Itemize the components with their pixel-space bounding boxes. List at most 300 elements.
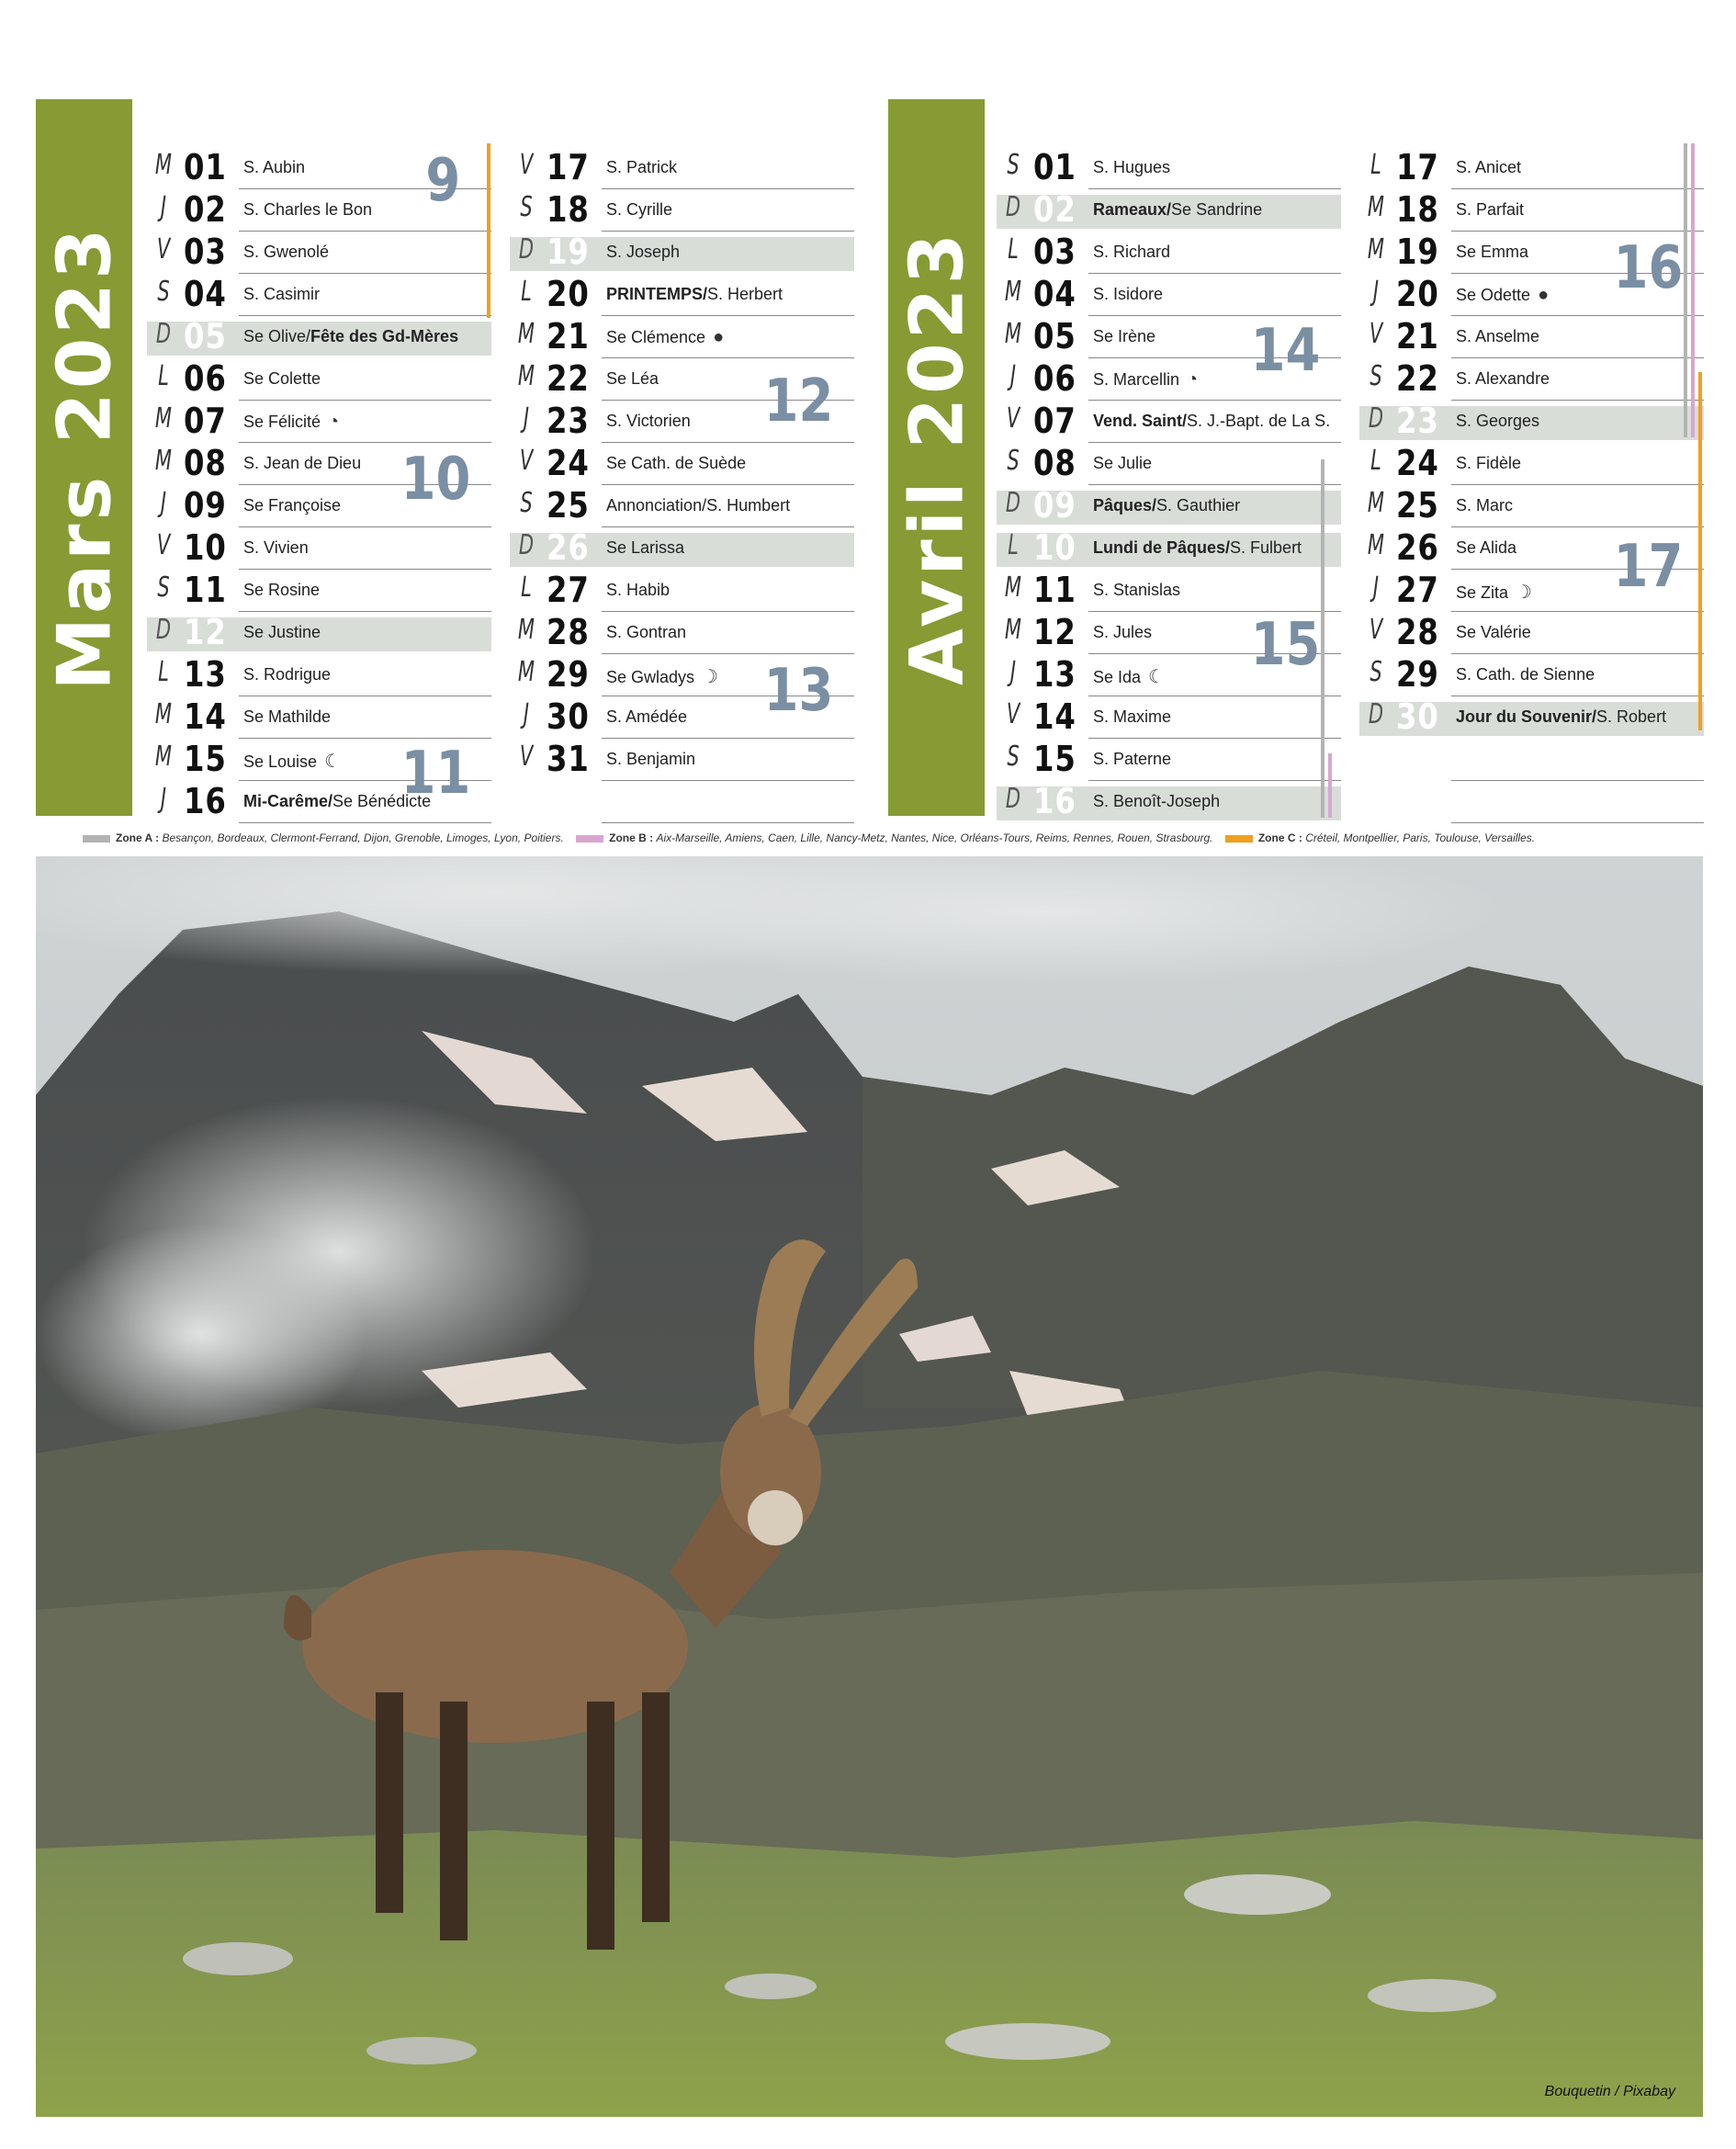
day-letter: S [1370, 656, 1382, 688]
saint-text: S. Fulbert [1230, 538, 1302, 557]
day-letter: S [520, 487, 533, 519]
zone-a-bar [1321, 459, 1325, 818]
day-row [1359, 654, 1704, 696]
day-number: 12 [184, 612, 227, 652]
day-number: 13 [1033, 654, 1077, 695]
week-number: 14 [1250, 317, 1321, 385]
saint-text: S. Patrick [606, 158, 678, 176]
saint-name [243, 327, 458, 346]
row-divider [602, 822, 854, 823]
holiday-name: Lundi de Pâques/ [1093, 538, 1231, 557]
day-row [147, 232, 491, 274]
day-row [1359, 147, 1704, 189]
saint-name [1456, 707, 1666, 727]
moon-phase-icon: ◔ [328, 412, 340, 432]
saint-name [1456, 200, 1524, 220]
day-row [1359, 781, 1704, 823]
day-letter: S [1007, 149, 1020, 181]
day-row [1359, 696, 1704, 739]
week-number: 13 [763, 657, 834, 725]
day-letter: M [154, 741, 173, 773]
holiday-name: PRINTEMPS/ [606, 285, 708, 303]
saint-text: S. Maxime [1093, 707, 1172, 726]
day-number: 19 [1396, 232, 1439, 272]
day-row [147, 654, 491, 696]
saint-text: S. Habib [606, 581, 671, 599]
saint-text: S. Marc [1456, 496, 1514, 515]
week-number: 11 [400, 740, 471, 808]
day-row [1359, 189, 1704, 232]
month-title: Avril 2023 [894, 229, 979, 686]
zone-b-swatch [576, 835, 603, 843]
saint-name [606, 750, 695, 769]
day-number: 08 [184, 443, 227, 483]
day-letter: V [1369, 614, 1383, 646]
day-number: 17 [547, 147, 590, 187]
zone-b-text: Aix-Marseille, Amiens, Caen, Lille, Nancy-Metz, Nantes, Nice, Orléans-Tours, Reims, Rennes, Rouen, Strasbourg. [656, 831, 1213, 844]
day-number: 30 [547, 696, 590, 737]
day-row [147, 696, 491, 739]
zone-a-label: Zone A : [116, 831, 160, 844]
landscape-illustration [36, 856, 1703, 2117]
day-number: 02 [184, 189, 227, 230]
day-letter: J [160, 191, 167, 223]
saint-text: Se Gwladys [606, 668, 695, 686]
day-row [997, 781, 1341, 823]
day-row [997, 443, 1341, 485]
day-number: 26 [547, 527, 590, 568]
day-number: 16 [184, 781, 227, 821]
zone-c-text: Créteil, Montpellier, Paris, Toulouse, Versailles. [1305, 831, 1536, 844]
saint-name [243, 538, 309, 558]
day-row [147, 401, 491, 443]
saint-text: Se Rosine [243, 581, 321, 599]
day-number: 29 [547, 654, 590, 695]
day-letter: J [1372, 276, 1380, 308]
saint-text: S. Charles le Bon [243, 200, 373, 219]
day-number: 21 [547, 316, 590, 356]
saint-name [1456, 327, 1539, 346]
day-letter: M [1004, 571, 1022, 604]
zone-b-label: Zone B : [609, 831, 654, 844]
day-row [997, 527, 1341, 570]
day-letter: D [155, 318, 172, 350]
holiday-name: Jour du Souvenir/ [1456, 707, 1597, 726]
day-letter: L [1370, 445, 1381, 477]
zone-c-bar [487, 143, 490, 318]
saint-text: S. Parfait [1456, 200, 1525, 219]
day-number: 08 [1033, 443, 1077, 483]
day-letter: M [1004, 614, 1022, 646]
day-letter: L [158, 656, 169, 688]
zone-b-bar [1328, 753, 1332, 818]
day-letter: V [156, 233, 171, 266]
day-number: 22 [547, 358, 590, 399]
saint-text: S. Benoît-Joseph [1093, 792, 1221, 810]
saint-text: S. Anicet [1456, 158, 1522, 176]
day-row [510, 232, 854, 274]
saint-text: Se Alida [1456, 538, 1517, 557]
day-row [147, 316, 491, 358]
week-number: 10 [400, 446, 471, 514]
day-row [997, 570, 1341, 612]
month-banner-mars [36, 99, 132, 816]
saint-name [243, 623, 321, 642]
moon-phase-icon: ☾ [1148, 667, 1165, 687]
day-number: 11 [1033, 570, 1077, 610]
week-number: 15 [1250, 611, 1321, 679]
day-number: 05 [1033, 316, 1077, 356]
saint-text: S. Victorien [606, 412, 691, 430]
saint-name [1093, 665, 1165, 688]
day-letter: M [517, 656, 535, 688]
saint-text: S. Anselme [1456, 327, 1540, 345]
day-number: 24 [1396, 443, 1439, 483]
day-letter: M [1367, 233, 1385, 266]
saint-text: S. Gontran [606, 623, 687, 641]
day-letter: V [1369, 318, 1383, 350]
saint-name [1456, 496, 1513, 515]
day-row [1359, 401, 1704, 443]
saint-text: S. J.-Bapt. de La S. [1187, 412, 1331, 430]
holiday-name: Fête des Gd-Mères [310, 327, 459, 345]
day-number: 31 [547, 739, 590, 779]
saint-text: Se Mathilde [243, 707, 332, 726]
saint-text: S. Georges [1456, 412, 1540, 430]
saint-name [606, 496, 790, 515]
day-letter: J [160, 783, 167, 815]
saint-text: S. Robert [1596, 707, 1667, 726]
saint-name [1456, 538, 1516, 558]
day-number: 09 [184, 485, 227, 526]
day-number: 15 [184, 739, 227, 779]
day-letter: M [1367, 487, 1385, 519]
day-number: 10 [1033, 527, 1077, 568]
saint-text: S. Gauthier [1156, 496, 1241, 515]
day-number: 04 [1033, 274, 1077, 314]
day-number: 27 [1396, 570, 1439, 610]
day-row [510, 781, 854, 823]
day-row [510, 316, 854, 358]
day-letter: J [1009, 656, 1017, 688]
saint-text: S. Aubin [243, 158, 306, 176]
saint-text: Se Félicité [243, 413, 321, 431]
saint-text: Se Léa [606, 369, 659, 388]
holiday-name: Vend. Saint/ [1093, 412, 1188, 430]
moon-phase-icon: ☽ [702, 667, 718, 687]
day-letter: S [157, 276, 170, 308]
saint-text: Se Irène [1093, 327, 1156, 345]
saint-name [606, 327, 724, 348]
day-number: 07 [1033, 401, 1077, 441]
saint-text: Se Colette [243, 369, 321, 388]
saint-name [1456, 623, 1531, 642]
holiday-name: Pâques/ [1093, 496, 1157, 515]
day-letter: M [517, 360, 535, 392]
saint-name [606, 454, 746, 473]
day-row [1359, 485, 1704, 527]
saint-text: S. Cath. de Sienne [1456, 665, 1595, 684]
saint-text: S. Isidore [1093, 285, 1164, 303]
day-letter: S [157, 571, 170, 604]
week-number: 12 [763, 368, 834, 435]
day-letter: D [1005, 191, 1021, 223]
saint-name [606, 412, 691, 431]
zone-a-bar [1684, 143, 1687, 437]
saint-name [1093, 200, 1262, 220]
saint-name [1456, 581, 1532, 604]
saint-name [243, 454, 361, 473]
saint-name [1456, 369, 1550, 389]
day-number: 05 [184, 316, 227, 356]
saint-text: Se Zita [1456, 583, 1509, 602]
day-letter: D [518, 529, 535, 561]
saint-text: Se Justine [243, 623, 321, 641]
day-row [1359, 612, 1704, 654]
saint-name [243, 243, 329, 262]
saint-text: S. Cyrille [606, 200, 673, 219]
saint-name [606, 369, 659, 389]
day-number: 20 [547, 274, 590, 314]
day-row [997, 739, 1341, 781]
day-row [510, 485, 854, 527]
saint-name [1456, 665, 1595, 684]
zone-c-swatch [1225, 835, 1253, 843]
saint-text: S. Joseph [606, 243, 681, 261]
day-letter: M [1004, 276, 1022, 308]
saint-text: Se Louise [243, 752, 318, 771]
day-letter: J [523, 698, 530, 730]
saint-text: Se Cath. de Suède [606, 454, 747, 472]
day-letter: S [1007, 741, 1020, 773]
day-number: 14 [1033, 696, 1077, 737]
day-row [510, 443, 854, 485]
day-number: 22 [1396, 358, 1439, 399]
day-row [147, 527, 491, 570]
day-letter: V [519, 149, 534, 181]
saint-name [606, 581, 670, 600]
day-letter: L [521, 276, 532, 308]
saint-name [606, 538, 684, 558]
saint-text: S. Vivien [243, 538, 309, 557]
day-letter: D [1005, 487, 1021, 519]
day-number: 07 [184, 401, 227, 441]
day-number: 02 [1033, 189, 1077, 230]
saint-text: S. Alexandre [1456, 369, 1550, 388]
day-letter: L [1008, 529, 1019, 561]
saint-text: Se Julie [1093, 454, 1153, 472]
day-row [147, 570, 491, 612]
day-row [997, 696, 1341, 739]
day-row [1359, 739, 1704, 781]
day-number: 15 [1033, 739, 1077, 779]
day-letter: D [1005, 783, 1021, 815]
day-number: 03 [1033, 232, 1077, 272]
day-letter: J [160, 487, 167, 519]
day-letter: L [521, 571, 532, 604]
moon-phase-icon: ● [713, 327, 725, 347]
day-number: 06 [184, 358, 227, 399]
month-banner-avril [888, 99, 985, 816]
saint-name [606, 623, 686, 642]
day-letter: M [154, 445, 173, 477]
day-number: 06 [1033, 358, 1077, 399]
saint-text: S. Fidèle [1456, 454, 1522, 472]
saint-name [243, 285, 320, 304]
ibex-mountain-photo [36, 856, 1703, 2117]
saint-name [1093, 369, 1198, 390]
day-row [510, 147, 854, 189]
day-row [147, 612, 491, 654]
day-number: 23 [1396, 401, 1439, 441]
day-number: 27 [547, 570, 590, 610]
saint-name [1093, 243, 1170, 262]
saint-name [1093, 750, 1171, 769]
day-number: 28 [547, 612, 590, 652]
day-letter: L [158, 360, 169, 392]
day-letter: M [1367, 529, 1385, 561]
day-number: 26 [1396, 527, 1439, 568]
saint-text: Se Bénédicte [333, 792, 432, 810]
day-number: 12 [1033, 612, 1077, 652]
day-column-avril-1 [997, 147, 1341, 823]
month-title: Mars 2023 [41, 224, 127, 691]
day-row [997, 485, 1341, 527]
saint-name [1093, 792, 1220, 811]
saint-name [243, 200, 372, 220]
day-number: 14 [184, 696, 227, 737]
saint-text: S. Hugues [1093, 158, 1171, 176]
moon-phase-icon: ◔ [1187, 369, 1199, 390]
zone-c-label: Zone C : [1257, 831, 1302, 844]
saint-text: S. Amédée [606, 707, 688, 726]
day-letter: S [1370, 360, 1382, 392]
moon-phase-icon: ☾ [324, 752, 341, 772]
day-letter: M [1004, 318, 1022, 350]
day-row [510, 612, 854, 654]
saint-text: Se Olive/ [243, 327, 311, 345]
zone-b-bar [1691, 143, 1695, 437]
moon-phase-icon: ● [1538, 285, 1550, 305]
day-letter: D [155, 614, 172, 646]
day-number: 03 [184, 232, 227, 272]
day-number: 11 [184, 570, 227, 610]
day-number: 01 [184, 147, 227, 187]
saint-name [243, 158, 305, 177]
saint-text: S. Benjamin [606, 750, 696, 768]
day-letter: V [1006, 402, 1020, 435]
saint-text: S. Richard [1093, 243, 1171, 261]
day-number: 17 [1396, 147, 1439, 187]
saint-text: Se Emma [1456, 243, 1529, 261]
day-letter: M [517, 318, 535, 350]
day-number: 23 [547, 401, 590, 441]
day-letter: V [1006, 698, 1020, 730]
saint-text: Se Clémence [606, 328, 706, 346]
zone-a-text: Besançon, Bordeaux, Clermont-Ferrand, Dijon, Grenoble, Limoges, Lyon, Poitiers. [162, 831, 564, 844]
zone-a-swatch [83, 835, 110, 843]
zone-legend [83, 831, 1544, 850]
row-divider [239, 822, 491, 823]
saint-name [606, 200, 672, 220]
saint-text: S. Paterne [1093, 750, 1172, 768]
day-letter: M [154, 698, 173, 730]
day-letter: S [1007, 445, 1020, 477]
saint-text: Se Valérie [1456, 623, 1531, 641]
week-number: 9 [425, 147, 461, 215]
day-row [997, 274, 1341, 316]
day-letter: D [1368, 402, 1384, 435]
holiday-name: Mi-Carême/ [243, 792, 333, 810]
day-number: 29 [1396, 654, 1439, 695]
day-letter: M [154, 149, 173, 181]
day-row [147, 358, 491, 401]
saint-name [606, 707, 687, 727]
saint-text: S. Stanislas [1093, 581, 1181, 599]
saint-name [606, 665, 718, 688]
day-number: 10 [184, 527, 227, 568]
day-number: 01 [1033, 147, 1077, 187]
saint-text: Se Odette [1456, 286, 1531, 304]
saint-text: S. Jules [1093, 623, 1153, 641]
saint-name [1456, 412, 1539, 431]
saint-name [243, 750, 341, 773]
week-number: 17 [1613, 533, 1684, 601]
saint-name [1093, 285, 1163, 304]
day-row [510, 189, 854, 232]
day-letter: J [523, 402, 530, 435]
saint-name [1093, 581, 1180, 600]
saint-name [1456, 158, 1521, 177]
day-number: 20 [1396, 274, 1439, 314]
saint-name [1456, 285, 1549, 306]
day-letter: L [1008, 233, 1019, 266]
day-number: 04 [184, 274, 227, 314]
saint-text: Se Ida [1093, 668, 1142, 686]
saint-name [606, 243, 680, 262]
day-number: 24 [547, 443, 590, 483]
day-number: 30 [1396, 696, 1439, 737]
row-divider [1451, 822, 1704, 823]
day-letter: D [1368, 698, 1384, 730]
day-row [997, 401, 1341, 443]
saint-name [1093, 707, 1171, 727]
day-number: 25 [1396, 485, 1439, 526]
day-row [1359, 358, 1704, 401]
saint-name [243, 496, 341, 515]
saint-name [1093, 454, 1152, 473]
saint-name [606, 158, 677, 177]
saint-text: Se Larissa [606, 538, 685, 557]
saint-text: Annonciation/S. Humbert [606, 496, 791, 515]
saint-name [606, 285, 783, 304]
moon-phase-icon: ☽ [1516, 582, 1532, 603]
saint-name [1456, 243, 1528, 262]
week-number: 16 [1613, 234, 1684, 302]
day-number: 28 [1396, 612, 1439, 652]
day-letter: L [1370, 149, 1381, 181]
day-letter: M [154, 402, 173, 435]
saint-name [243, 707, 331, 727]
saint-text: S. Casimir [243, 285, 321, 303]
saint-text: Se Sandrine [1171, 200, 1263, 219]
day-row [1359, 316, 1704, 358]
photo-credit: Bouquetin / Pixabay [1544, 2084, 1675, 2099]
day-letter: V [519, 445, 534, 477]
day-letter: M [517, 614, 535, 646]
day-number: 19 [547, 232, 590, 272]
day-row [510, 527, 854, 570]
